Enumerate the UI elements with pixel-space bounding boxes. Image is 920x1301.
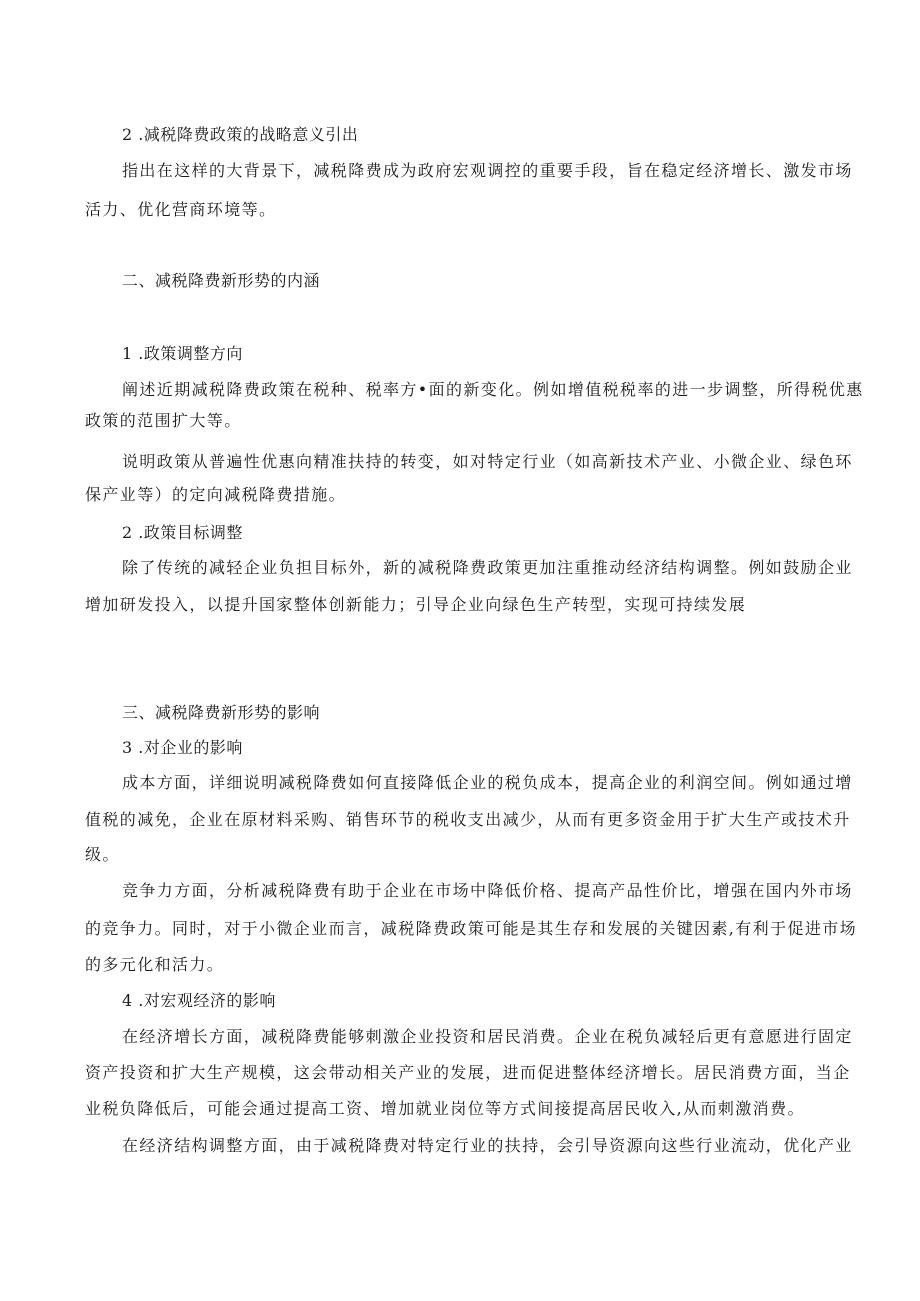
paragraph-line: 的多元化和活力。	[85, 955, 225, 974]
paragraph-line: 除了传统的减轻企业负担目标外，新的减税降费政策更加注重推动经济结构调整。例如鼓励企业	[122, 558, 853, 577]
paragraph-line: 资产投资和扩大生产规模，这会带动相关产业的发展，进而促进整体经济增长。居民消费方面，当企	[85, 1063, 851, 1082]
subsection-heading-policy-direction: 1 .政策调整方向	[122, 344, 243, 363]
paragraph-line: 在经济增长方面，减税降费能够刺激企业投资和居民消费。企业在税负减轻后更有意愿进行固定	[122, 1027, 853, 1046]
paragraph-line: 指出在这样的大背景下，减税降费成为政府宏观调控的重要手段，旨在稳定经济增长、激发市场	[122, 161, 853, 180]
section-heading-strategic-significance: 2 .减税降费政策的战略意义引出	[122, 125, 359, 144]
section-heading-2: 二、减税降费新形势的内涵	[122, 271, 321, 290]
paragraph-line: 说明政策从普遍性优惠向精准扶持的转变，如对特定行业（如高新技术产业、小微企业、绿色环	[122, 452, 853, 471]
subsection-heading-impact-enterprise: 3 .对企业的影响	[122, 738, 243, 757]
paragraph-line: 政策的范围扩大等。	[85, 411, 242, 430]
paragraph-line: 阐述近期减税降费政策在税种、税率方•面的新变化。例如增值税税率的进一步调整，所得税优惠	[122, 380, 864, 399]
paragraph-line: 竞争力方面，分析减税降费有助于企业在市场中降低价格、提高产品性价比，增强在国内外市场	[122, 881, 853, 900]
subsection-heading-policy-goal: 2 .政策目标调整	[122, 523, 243, 542]
paragraph-line: 活力、优化营商环境等。	[85, 200, 277, 219]
paragraph-line: 增加研发投入，以提升国家整体创新能力；引导企业向绿色生产转型，实现可持续发展	[85, 595, 747, 614]
paragraph-line: 值税的减免，企业在原材料采购、销售环节的税收支出减少，从而有更多资金用于扩大生产或技术升	[85, 810, 851, 829]
paragraph-line: 在经济结构调整方面，由于减税降费对特定行业的扶持，会引导资源向这些行业流动，优化产业	[122, 1136, 853, 1155]
paragraph-line: 的竞争力。同时，对于小微企业而言，减税降费政策可能是其生存和发展的关键因素,有利于促进市场	[85, 919, 858, 938]
paragraph-line: 保产业等）的定向减税降费措施。	[85, 485, 347, 504]
paragraph-line: 业税负降低后，可能会通过提高工资、增加就业岗位等方式间接提高居民收入,从而刺激消费。	[85, 1099, 805, 1118]
section-heading-3: 三、减税降费新形势的影响	[122, 703, 321, 722]
paragraph-line: 级。	[85, 845, 120, 864]
subsection-heading-impact-macro: 4 .对宏观经济的影响	[122, 991, 276, 1010]
paragraph-line: 成本方面，详细说明减税降费如何直接降低企业的税负成本，提高企业的利润空间。例如通过增	[122, 773, 853, 792]
